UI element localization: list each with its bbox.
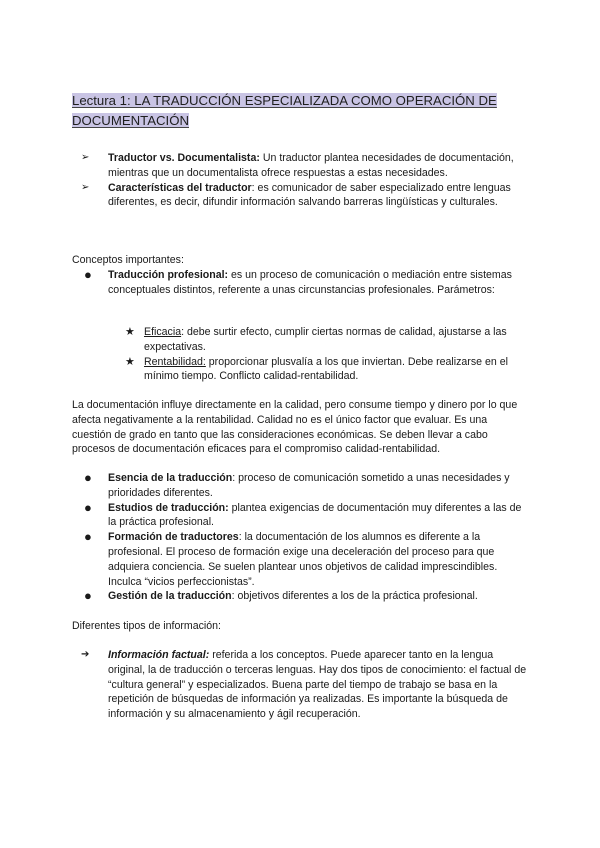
definition: : objetivos diferentes a los de la práctica profesional. <box>231 590 478 603</box>
body-paragraph: La documentación influye directamente en la calidad, pero consume tiempo y dinero por lo que afecta negativamente a la rentabilidad. Calidad no es el único factor que evaluar. Es una cuestión de grado en tanto que las consideraciones económicas. Se deben llevar a cabo procesos de documentación eficaces para el compromiso calidad-rentabilidad. <box>72 399 518 456</box>
bullet-icon: ● <box>84 266 92 282</box>
parametros-list <box>72 325 530 384</box>
list-item <box>72 589 530 604</box>
term: Estudios de traducción: <box>108 501 229 514</box>
list-item <box>72 501 530 531</box>
definition: : debe surtir efecto, cumplir ciertas normas de calidad, ajustarse a las expectativas. <box>144 326 507 353</box>
arrowhead-bullet-icon: ➢ <box>81 181 90 193</box>
list-item <box>72 355 530 385</box>
term: Eficacia <box>144 326 182 338</box>
list-item <box>72 181 530 211</box>
definition: : la documentación de los alumnos es diferente a la profesional. El proceso de formación exige una deceleración del proceso para que adquiera conciencia. Se suelen plantear unos objetivos de calidad imprescindibles. Inculca “vicios perfeccionistas”. <box>108 531 498 588</box>
star-bullet-icon: ★ <box>125 355 135 368</box>
aspects-list <box>72 471 530 604</box>
term: Gestión de la traducción <box>108 590 232 603</box>
list-item <box>72 268 530 298</box>
lecture-title-highlight: Lectura 1: LA TRADUCCIÓN ESPECIALIZADA COMO OPERACIÓN DE DOCUMENTACIÓN <box>72 93 497 128</box>
definition: : es comunicador de saber especializado entre lenguas diferentes, es decir, difundir información salvando barreras lingüísticas y culturales. <box>108 181 511 209</box>
arrowhead-bullet-icon: ➢ <box>81 152 90 163</box>
bullet-icon: ● <box>84 588 92 604</box>
tipos-list <box>72 648 530 722</box>
bullet-icon: ● <box>84 529 92 545</box>
list-item <box>72 471 530 501</box>
list-item <box>72 325 530 355</box>
tipos-section <box>72 619 530 634</box>
definition: Un traductor plantea necesidades de documentación, mientras que un documentalista ofrece respuestas a estas necesidades. <box>108 152 514 179</box>
list-item <box>72 530 530 589</box>
bullet-icon: ● <box>84 470 92 485</box>
list-item <box>72 151 530 181</box>
definition: plantea exigencias de documentación muy diferentes a las de la práctica profesional. <box>108 501 522 529</box>
tipos-heading: Diferentes tipos de información: <box>72 620 221 632</box>
arrow-bullet-icon: ➔ <box>81 649 90 660</box>
term: Características del traductor <box>108 181 252 194</box>
term: Traducción profesional: <box>108 268 229 281</box>
lecture-title <box>72 91 522 131</box>
term: Formación de traductores <box>108 531 239 544</box>
list-item <box>72 648 530 722</box>
definition: proporcionar plusvalía a los que inviertan. Debe realizarse en el mínimo tiempo. Conflicto calidad-rentabilidad. <box>144 355 508 383</box>
star-bullet-icon: ★ <box>125 326 135 338</box>
intro-list <box>72 151 530 210</box>
term: Traductor vs. Documentalista: <box>108 152 260 164</box>
term: Esencia de la traducción <box>108 472 233 484</box>
term: Rentabilidad: <box>144 355 206 368</box>
definition: referida a los conceptos. Puede aparecer tanto en la lengua original, la de traducción o terceras lenguas. Hay dos tipos de conocimiento: el factual de “cultura general” y especializados. Buena parte del tiempo de trabajo se basa en la repetición de búsquedas de información ya realizadas. Es importante la búsqueda de información y su almacenamiento y ágil recuperación. <box>108 649 527 721</box>
definition: : proceso de comunicación sometido a unas necesidades y prioridades diferentes. <box>108 472 510 499</box>
bullet-icon: ● <box>84 499 92 515</box>
definition: es un proceso de comunicación o mediación entre sistemas conceptuales distintos, referente a unas circunstancias profesionales. Parámetros: <box>108 268 512 296</box>
conceptos-heading: Conceptos importantes: <box>72 254 184 266</box>
body-paragraph-block <box>72 398 524 457</box>
term: Información factual: <box>108 649 210 661</box>
conceptos-section <box>72 253 530 297</box>
